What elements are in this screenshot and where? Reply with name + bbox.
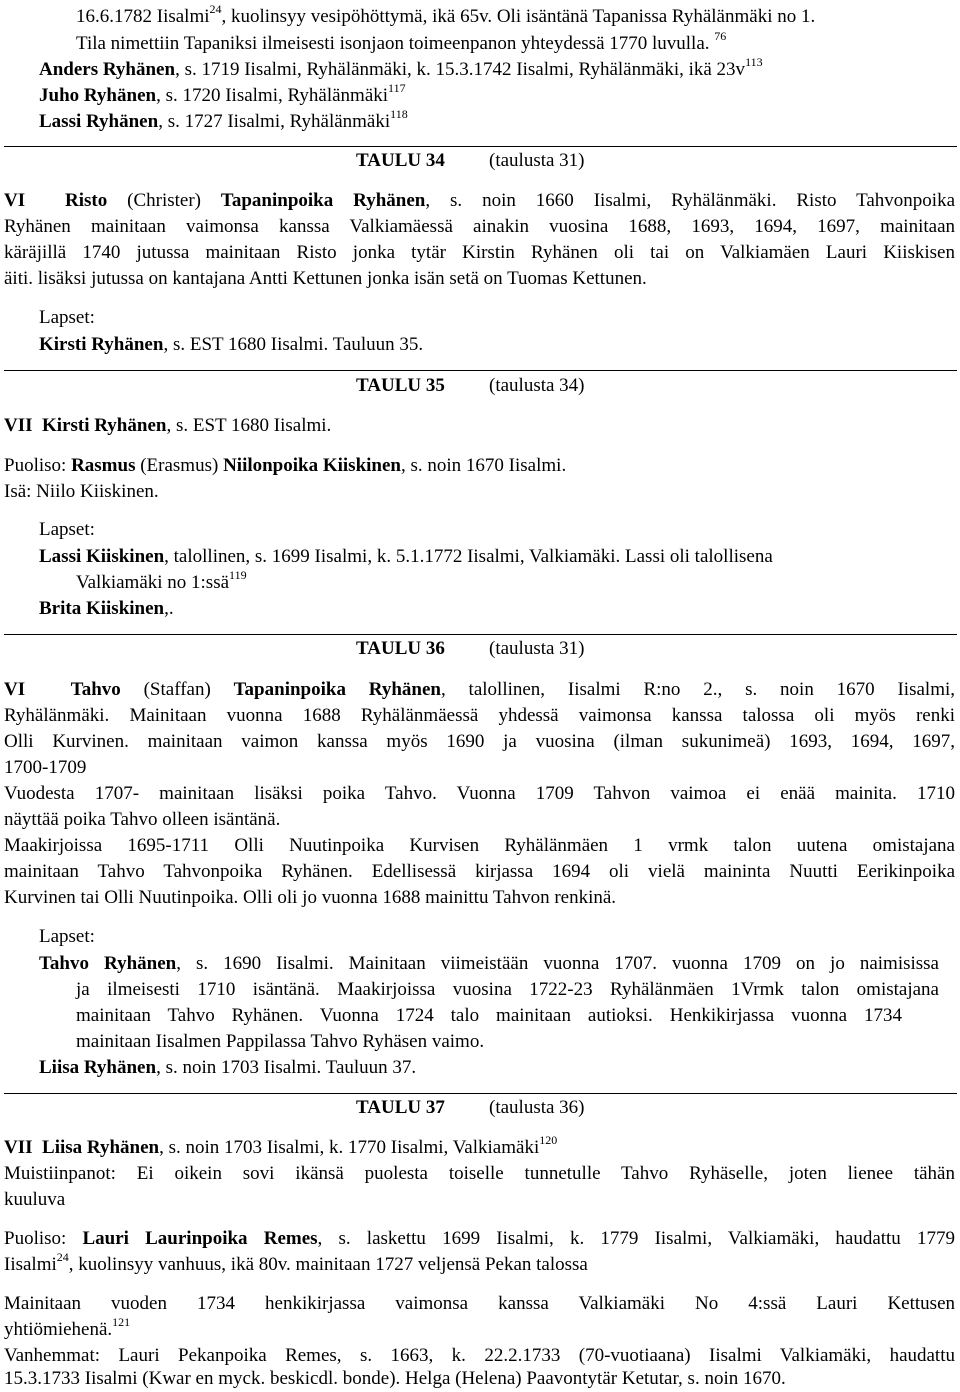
text-line: Tila nimettiin Tapaniksi ilmeisesti isonjaon toimeenpanon yhteydessä 1770 luvulla. $^{76}$ [76, 28, 727, 54]
text-line: näyttää poika Tahvo olleen isäntänä. [4, 809, 281, 830]
text-line: Kurvinen tai Olli Nuutinpoika. Olli oli jo vuonna 1688 mainittu Tahvon renkinä. [4, 887, 617, 908]
text-line: Valkiamäki no 1:ssä$^{119}$ [76, 567, 247, 593]
section-heading: TAULU 35 (taulusta 34) [356, 375, 585, 396]
person-entry: VII Liisa Ryhänen, s. noin 1703 Iisalmi, k. 1770 Iisalmi, Valkiamäki$^{120}$ [4, 1132, 558, 1158]
text-line: Iisalmi$^{24}$, kuolinsyy vanhuus, ikä 80v. mainitaan 1727 veljensä Pekan talossa [4, 1249, 588, 1275]
child-entry: Lassi Ryhänen, s. 1727 Iisalmi, Ryhälänmäki$^{118}$ [39, 106, 408, 132]
spouse-entry: Puoliso: Lauri Laurinpoika Remes, s. laskettu 1699 Iisalmi, k. 1779 Iisalmi, Valkiamäki, haudattu 1779 [4, 1228, 955, 1249]
person-entry: VI Tahvo (Staffan) Tapaninpoika Ryhänen, talollinen, Iisalmi R:no 2., s. noin 1670 Iisalmi, [4, 679, 955, 700]
notes-line: kuuluva [4, 1189, 66, 1210]
father-entry: Isä: Niilo Kiiskinen. [4, 481, 159, 502]
child-entry: Brita Kiiskinen,. [39, 598, 174, 619]
child-entry: Tahvo Ryhänen, s. 1690 Iisalmi. Mainitaan viimeistään vuonna 1707. vuonna 1709 on jo naimisissa [39, 953, 939, 974]
section-heading: TAULU 36 (taulusta 31) [356, 638, 585, 659]
text-line: mainitaan Iisalmen Pappilassa Tahvo Ryhäsen vaimo. [76, 1031, 485, 1052]
text-line: käräjillä 1740 jutussa mainitaan Risto jonka tytär Kirstin Ryhänen oli tai on Valkiamäen Lauri Kiiskisen [4, 242, 955, 263]
child-entry: Juho Ryhänen, s. 1720 Iisalmi, Ryhälänmäki$^{117}$ [39, 80, 406, 106]
child-entry: Liisa Ryhänen, s. noin 1703 Iisalmi. Tauluun 37. [39, 1057, 417, 1078]
spouse-entry: Puoliso: Rasmus (Erasmus) Niilonpoika Kiiskinen, s. noin 1670 Iisalmi. [4, 455, 567, 476]
text-line: Mainitaan vuoden 1734 henkikirjassa vaimonsa kanssa Valkiamäki No 4:ssä Lauri Kettusen [4, 1293, 955, 1314]
child-entry: Anders Ryhänen, s. 1719 Iisalmi, Ryhälänmäki, k. 15.3.1742 Iisalmi, Ryhälänmäki, ikä $23v^{113}$ [39, 54, 763, 80]
parents-line: Vanhemmat: Lauri Pekanpoika Remes, s. 1663, k. 22.2.1733 (70-vuotiaana) Iisalmi Valkiamäki, haudattu [4, 1345, 955, 1366]
text-line: äiti. lisäksi jutussa on kantajana Antti Kettunen jonka isän setä on Tuomas Kettunen. [4, 268, 647, 289]
person-entry: VII Kirsti Ryhänen, s. EST 1680 Iisalmi. [4, 415, 332, 436]
text-line: Maakirjoissa 1695-1711 Olli Nuutinpoika Kurvisen Ryhälänmäen 1 vrmk talon uutena omistajana [4, 835, 955, 856]
child-entry: Lassi Kiiskinen, talollinen, s. 1699 Iisalmi, k. 5.1.1772 Iisalmi, Valkiamäki. Lassi oli talollisena [39, 546, 773, 567]
children-label: Lapset: [39, 519, 95, 540]
section-divider [4, 1093, 957, 1094]
text-line: 16.6.1782 Iisalmi$^{24}$, kuolinsyy vesipöhöttymä, ikä 65v. Oli isäntänä Tapanissa Ryhälänmäki no 1. [76, 1, 816, 27]
text-line: 1700-1709 [4, 757, 87, 778]
child-entry: Kirsti Ryhänen, s. EST 1680 Iisalmi. Tauluun 35. [39, 334, 424, 355]
text-line: Ryhälänmäki. Mainitaan vuonna 1688 Ryhälänmäessä yhdessä vaimonsa kanssa talossa oli myös renki [4, 705, 955, 726]
person-entry: VI Risto (Christer) Tapaninpoika Ryhänen, s. noin 1660 Iisalmi, Ryhälänmäki. Risto Tahvonpoika [4, 190, 955, 211]
section-heading: TAULU 34 (taulusta 31) [356, 150, 585, 171]
parents-line: 15.3.1733 Iisalmi (Kwar en myck. beskicdl. bonde). Helga (Helena) Paavontytär Ketutar, s. noin 1670. [4, 1368, 786, 1389]
section-heading: TAULU 37 (taulusta 36) [356, 1097, 585, 1118]
notes-line: Muistiinpanot: Ei oikein sovi ikänsä puolesta toiselle tunnetulle Tahvo Ryhäselle, joten lienee tähän [4, 1163, 955, 1184]
text-line: Ryhänen mainitaan vaimonsa kanssa Valkiamäessä ainakin vuosina 1688, 1693, 1694, 1697, mainitaan [4, 216, 955, 237]
text-line: mainitaan Tahvo Ryhänen. Vuonna 1724 talo mainitaan autioksi. Henkikirjassa vuonna 1734 [76, 1005, 902, 1026]
text-line: ja ilmeisesti 1710 isäntänä. Maakirjoissa vuosina 1722-23 Ryhälänmäen 1Vrmk talon omistajana [76, 979, 939, 1000]
text-line: yhtiömiehenä.$^{121}$ [4, 1314, 131, 1340]
text-line: mainitaan Tahvo Tahvonpoika Ryhänen. Edellisessä kirjassa 1694 oli vielä maininta Nuutti Eerikinpoika [4, 861, 955, 882]
text-line: Vuodesta 1707- mainitaan lisäksi poika Tahvo. Vuonna 1709 Tahvon vaimoa ei enää mainita. 1710 [4, 783, 955, 804]
section-divider [4, 146, 957, 147]
children-label: Lapset: [39, 926, 95, 947]
section-divider [4, 370, 957, 371]
children-label: Lapset: [39, 307, 95, 328]
section-divider [4, 634, 957, 635]
text-line: Olli Kurvinen. mainitaan vaimon kanssa myös 1690 ja vuosina (ilman sukunimeä) 1693, 1694, 1697, [4, 731, 955, 752]
